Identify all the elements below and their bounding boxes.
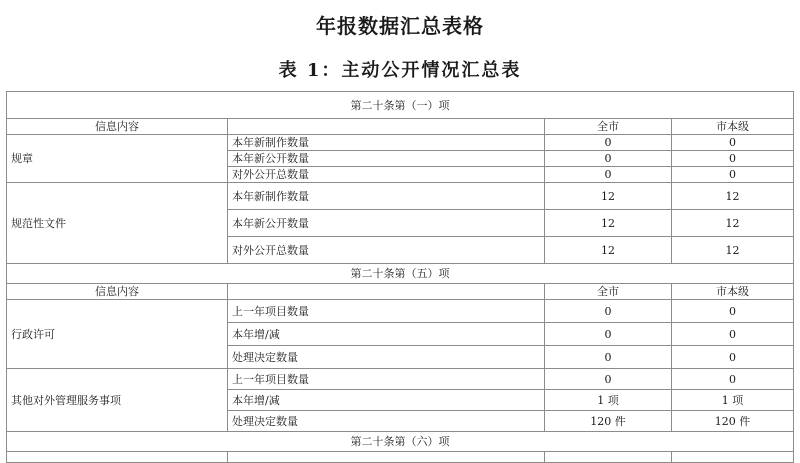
metric-cell: 处理决定数量 xyxy=(228,411,545,432)
section-row xyxy=(7,92,794,119)
group-label: 行政许可 xyxy=(7,300,228,369)
summary-table xyxy=(6,91,794,463)
city-value: 12 xyxy=(545,210,672,237)
level-value: 120 件 xyxy=(672,411,794,432)
metric-cell: 本年新制作数量 xyxy=(228,135,545,151)
level-value: 12 xyxy=(672,210,794,237)
section-row xyxy=(7,432,794,452)
table-row xyxy=(7,369,794,390)
group-label: 规范性文件 xyxy=(7,183,228,264)
metric-cell: 本年新公开数量 xyxy=(228,210,545,237)
city-value: 0 xyxy=(545,300,672,323)
header-level: 市本级 xyxy=(672,284,794,300)
header-row xyxy=(7,119,794,135)
header-city: 全市 xyxy=(545,284,672,300)
city-value: 12 xyxy=(545,237,672,264)
page-title: 年报数据汇总表格 xyxy=(316,14,484,38)
city-value: 120 件 xyxy=(545,411,672,432)
metric-cell: 本年增/减 xyxy=(228,390,545,411)
level-value: 0 xyxy=(672,167,794,183)
metric-cell: 本年新公开数量 xyxy=(228,151,545,167)
section-row xyxy=(7,264,794,284)
metric-cell: 上一年项目数量 xyxy=(228,369,545,390)
city-value: 12 xyxy=(545,183,672,210)
blank-cell xyxy=(7,452,228,463)
section-title: 第二十条第（五）项 xyxy=(7,264,794,284)
level-value: 12 xyxy=(672,183,794,210)
header-info: 信息内容 xyxy=(7,284,228,300)
metric-cell: 对外公开总数量 xyxy=(228,167,545,183)
metric-cell: 处理决定数量 xyxy=(228,346,545,369)
level-value: 1 项 xyxy=(672,390,794,411)
level-value: 0 xyxy=(672,135,794,151)
metric-cell: 本年新制作数量 xyxy=(228,183,545,210)
header-blank xyxy=(228,119,545,135)
table-row xyxy=(7,135,794,151)
header-info: 信息内容 xyxy=(7,119,228,135)
header-city: 全市 xyxy=(545,119,672,135)
level-value: 0 xyxy=(672,300,794,323)
blank-cell xyxy=(545,452,672,463)
city-value: 0 xyxy=(545,151,672,167)
section-title: 第二十条第（一）项 xyxy=(7,92,794,119)
level-value: 0 xyxy=(672,151,794,167)
city-value: 0 xyxy=(545,167,672,183)
metric-cell: 对外公开总数量 xyxy=(228,237,545,264)
level-value: 0 xyxy=(672,369,794,390)
city-value: 0 xyxy=(545,346,672,369)
header-row xyxy=(7,284,794,300)
table-row xyxy=(7,183,794,210)
blank-cell xyxy=(672,452,794,463)
metric-cell: 上一年项目数量 xyxy=(228,300,545,323)
table-title: 表 1：主动公开情况汇总表 xyxy=(278,60,522,81)
blank-cell xyxy=(228,452,545,463)
metric-cell: 本年增/减 xyxy=(228,323,545,346)
level-value: 0 xyxy=(672,346,794,369)
level-value: 12 xyxy=(672,237,794,264)
section-title: 第二十条第（六）项 xyxy=(7,432,794,452)
table-row xyxy=(7,300,794,323)
level-value: 0 xyxy=(672,323,794,346)
group-label: 规章 xyxy=(7,135,228,183)
header-level: 市本级 xyxy=(672,119,794,135)
header-blank xyxy=(228,284,545,300)
table-row xyxy=(7,452,794,463)
city-value: 0 xyxy=(545,369,672,390)
city-value: 0 xyxy=(545,323,672,346)
city-value: 0 xyxy=(545,135,672,151)
group-label: 其他对外管理服务事项 xyxy=(7,369,228,432)
city-value: 1 项 xyxy=(545,390,672,411)
